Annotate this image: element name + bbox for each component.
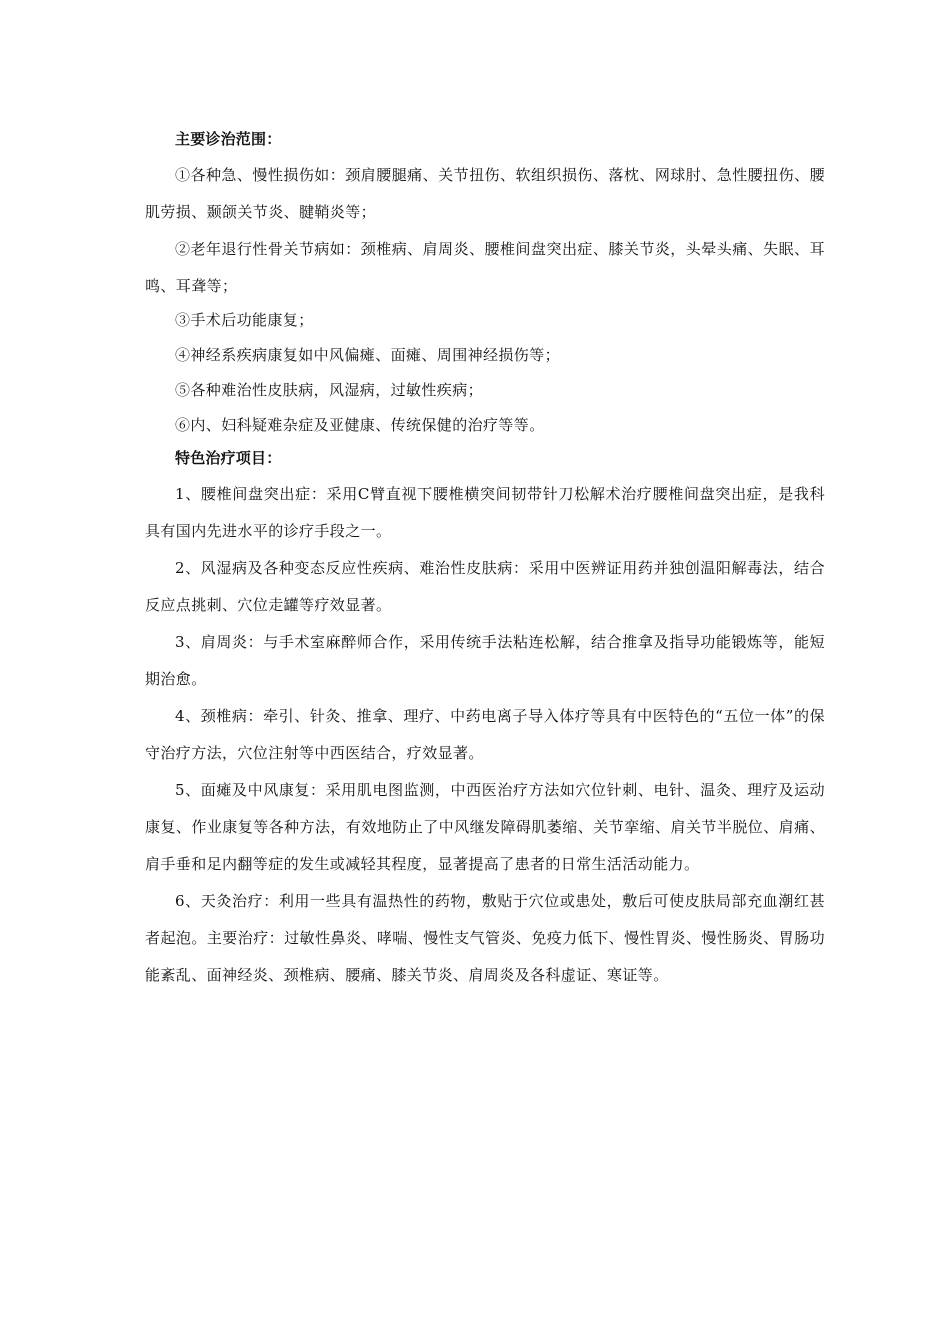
scope-item-3: ③手术后功能康复； <box>175 311 314 329</box>
special-item-4: 4、颈椎病：牵引、针灸、推拿、理疗、中药电离子导入体疗等具有中医特色的“五位一体”的保守治疗方法，穴位注射等中西医结合，疗效显著。 <box>145 707 825 762</box>
special-item-1: 1、腰椎间盘突出症：采用C臂直视下腰椎横突间韧带针刀松解术治疗腰椎间盘突出症，是我科具有国内先进水平的诊疗手段之一。 <box>145 485 825 540</box>
scope-item-1: ①各种急、慢性损伤如：颈肩腰腿痛、关节扭伤、软组织损伤、落枕、网球肘、急性腰扭伤、腰肌劳损、颞颌关节炎、腱鞘炎等； <box>145 166 825 221</box>
special-item-3: 3、肩周炎：与手术室麻醉师合作，采用传统手法粘连松解，结合推拿及指导功能锻炼等，能短期治愈。 <box>145 633 825 688</box>
section-heading-special: 特色治疗项目： <box>175 449 282 467</box>
special-item-6: 6、天灸治疗：利用一些具有温热性的药物，敷贴于穴位或患处，敷后可使皮肤局部充血潮红甚者起泡。主要治疗：过敏性鼻炎、哮喘、慢性支气管炎、免疫力低下、慢性胃炎、慢性肠炎、胃肠功能紊乱、面神经炎、颈椎病、腰痛、膝关节炎、肩周炎及各科虚证、寒证等。 <box>145 892 825 984</box>
document-body <box>145 124 825 994</box>
scope-item-4: ④神经系疾病康复如中风偏瘫、面瘫、周围神经损伤等； <box>175 346 561 364</box>
special-item-2: 2、风湿病及各种变态反应性疾病、难治性皮肤病：采用中医辨证用药并独创温阳解毒法，结合反应点挑刺、穴位走罐等疗效显著。 <box>145 559 825 614</box>
special-item-5: 5、面瘫及中风康复：采用肌电图监测，中西医治疗方法如穴位针刺、电针、温灸、理疗及运动康复、作业康复等各种方法，有效地防止了中风继发障碍肌萎缩、关节挛缩、肩关节半脱位、肩痛、肩手垂和足内翻等症的发生或减轻其程度，显著提高了患者的日常生活活动能力。 <box>145 781 825 873</box>
scope-item-5: ⑤各种难治性皮肤病，风湿病，过敏性疾病； <box>175 381 484 399</box>
scope-item-6: ⑥内、妇科疑难杂症及亚健康、传统保健的治疗等等。 <box>175 416 545 434</box>
section-heading-scope: 主要诊治范围： <box>175 130 282 148</box>
scope-item-2: ②老年退行性骨关节病如：颈椎病、肩周炎、腰椎间盘突出症、膝关节炎，头晕头痛、失眠、耳鸣、耳聋等； <box>145 240 825 295</box>
